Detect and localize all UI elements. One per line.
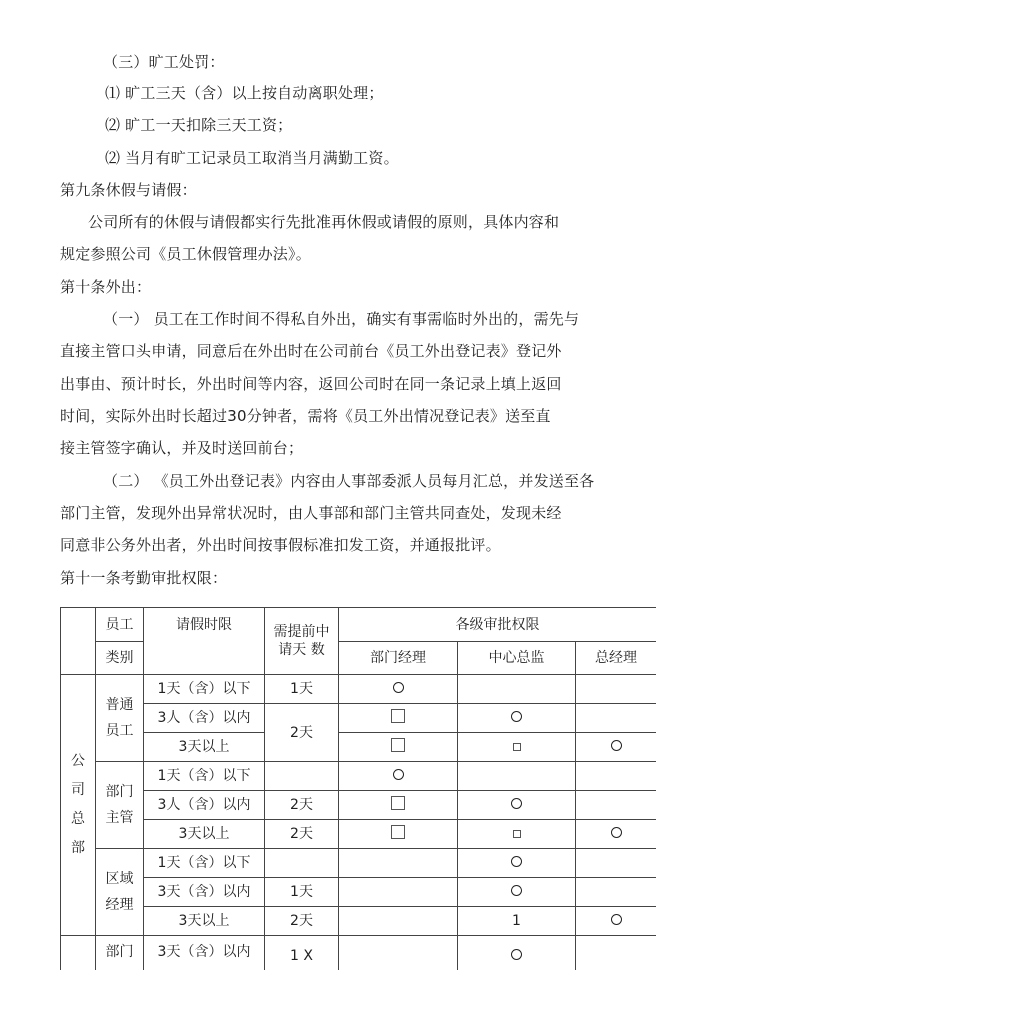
approval-cell (339, 820, 458, 849)
article-10-para1-line-1: （一） 员工在工作时间不得私自外出，确实有事需临时外出的，需先与 (103, 310, 580, 328)
article-10-para1-line-3: 出事由、预计时长，外出时间等内容，返回公司时在同一条记录上填上返回 (60, 375, 562, 393)
category-dept-supervisor (96, 762, 144, 849)
article-9-heading: 第九条休假与请假： (60, 181, 197, 199)
leave-cell: 3天（含）以内 (144, 936, 265, 971)
small-square-icon (513, 743, 521, 751)
penalty-item-2: ⑵ 旷工一天扣除三天工资； (105, 116, 293, 134)
article-10-para2-line-2: 部门主管，发现外出异常状况时，由人事部和部门主管共同查处，发现未经 (60, 504, 562, 522)
approval-cell (339, 791, 458, 820)
advance-cell (265, 849, 339, 878)
approval-cell: 1 (458, 907, 576, 936)
category-dept-partial: 部门 (96, 936, 144, 971)
approval-cell (458, 820, 576, 849)
approval-cell (576, 907, 657, 936)
approval-authority-table (60, 607, 656, 970)
leave-cell: 1天（含）以下 (144, 675, 265, 704)
required-approval-circle-icon (611, 827, 622, 838)
header-approval-levels: 各级审批权限 (339, 608, 657, 642)
approval-cell (458, 762, 576, 791)
header-center-director: 中心总监 (458, 642, 576, 675)
table-row (61, 878, 657, 907)
approval-cell (339, 762, 458, 791)
article-9-paragraph-line-2: 规定参照公司《员工休假管理办法》。 (60, 245, 311, 263)
header-general-manager: 总经理 (576, 642, 657, 675)
group-headquarters (61, 675, 96, 936)
approval-cell (339, 675, 458, 704)
advance-cell (265, 762, 339, 791)
approval-cell (458, 791, 576, 820)
table-corner-blank (61, 608, 96, 675)
section-absence-penalty-heading: （三）旷工处罚： (103, 53, 225, 71)
article-10-heading: 第十条外出： (60, 278, 152, 296)
approval-cell (576, 733, 657, 762)
approval-cell (576, 936, 657, 971)
leave-cell: 1天（含）以下 (144, 849, 265, 878)
required-approval-circle-icon (511, 711, 522, 722)
required-approval-circle-icon (511, 856, 522, 867)
approval-cell (458, 878, 576, 907)
approval-cell (458, 936, 576, 971)
article-9-paragraph-line-1: 公司所有的休假与请假都实行先批准再休假或请假的原则，具体内容和 (88, 213, 560, 231)
penalty-item-3: ⑵ 当月有旷工记录员工取消当月满勤工资。 (105, 149, 399, 167)
leave-cell: 3人（含）以内 (144, 704, 265, 733)
header-leave-duration: 请假时限 (144, 608, 265, 675)
approval-cell (576, 878, 657, 907)
header-advance-days-text: 需提前中请天 数 (273, 624, 330, 658)
header-advance-days (265, 608, 339, 675)
header-category-bottom: 类别 (96, 642, 144, 675)
advance-cell: 1 X (265, 936, 339, 971)
required-approval-circle-icon (393, 682, 404, 693)
category-regional-manager-label: 区域经理 (105, 871, 134, 913)
approval-cell (576, 675, 657, 704)
table-row (61, 791, 657, 820)
advance-cell: 2天 (265, 791, 339, 820)
advance-cell: 2天 (265, 704, 339, 762)
table-row (61, 762, 657, 791)
table-row (61, 907, 657, 936)
table-row (61, 675, 657, 704)
approval-cell (339, 733, 458, 762)
checkbox-square-icon (391, 825, 405, 839)
leave-cell: 3天以上 (144, 733, 265, 762)
table-row (61, 704, 657, 733)
category-regular-staff (96, 675, 144, 762)
approval-cell (576, 704, 657, 733)
approval-cell (576, 849, 657, 878)
table-row (61, 936, 657, 971)
advance-cell: 1天 (265, 675, 339, 704)
approval-cell (458, 733, 576, 762)
group-headquarters-label: 公司总部 (71, 753, 85, 856)
article-10-para1-line-4: 时间，实际外出时长超过30分钟者，需将《员工外出情况登记表》送至直 (60, 407, 551, 425)
small-square-icon (513, 830, 521, 838)
category-regional-manager (96, 849, 144, 936)
required-approval-circle-icon (511, 798, 522, 809)
article-10-para1-line-5: 接主管签字确认，并及时送回前台； (60, 439, 304, 457)
leave-cell: 3天（含）以内 (144, 878, 265, 907)
checkbox-square-icon (391, 738, 405, 752)
article-10-para2-line-1: （二） 《员工外出登记表》内容由人事部委派人员每月汇总，并发送至各 (103, 472, 595, 490)
approval-cell (339, 907, 458, 936)
approval-table-container (60, 607, 656, 970)
required-approval-circle-icon (611, 740, 622, 751)
header-category-top: 员工 (96, 608, 144, 642)
penalty-item-1: ⑴ 旷工三天（含）以上按自动离职处理； (105, 84, 384, 102)
group-next-blank (61, 936, 96, 971)
article-10-para2-line-3: 同意非公务外出者，外出时间按事假标准扣发工资，并通报批评。 (60, 536, 501, 554)
checkbox-square-icon (391, 709, 405, 723)
approval-cell (339, 878, 458, 907)
approval-cell (458, 849, 576, 878)
approval-cell (458, 704, 576, 733)
approval-cell (339, 704, 458, 733)
leave-cell: 3天以上 (144, 907, 265, 936)
article-10-para1-line-2: 直接主管口头申请，同意后在外出时在公司前台《员工外出登记表》登记外 (60, 342, 562, 360)
leave-cell: 3天以上 (144, 820, 265, 849)
required-approval-circle-icon (393, 769, 404, 780)
approval-cell (339, 849, 458, 878)
approval-cell (458, 675, 576, 704)
category-dept-supervisor-label: 部门主管 (105, 784, 134, 826)
checkbox-square-icon (391, 796, 405, 810)
approval-cell (576, 762, 657, 791)
leave-cell: 1天（含）以下 (144, 762, 265, 791)
required-approval-circle-icon (511, 949, 522, 960)
header-dept-manager: 部门经理 (339, 642, 458, 675)
category-regular-staff-label: 普通员工 (105, 697, 134, 739)
approval-cell (576, 820, 657, 849)
advance-cell: 2天 (265, 820, 339, 849)
required-approval-circle-icon (511, 885, 522, 896)
approval-cell (339, 936, 458, 971)
advance-cell: 1天 (265, 878, 339, 907)
article-11-heading: 第十一条考勤审批权限： (60, 569, 228, 587)
approval-cell (576, 791, 657, 820)
required-approval-circle-icon (611, 914, 622, 925)
table-row (61, 733, 657, 762)
table-row (61, 820, 657, 849)
leave-cell: 3人（含）以内 (144, 791, 265, 820)
table-row (61, 849, 657, 878)
advance-cell: 2天 (265, 907, 339, 936)
